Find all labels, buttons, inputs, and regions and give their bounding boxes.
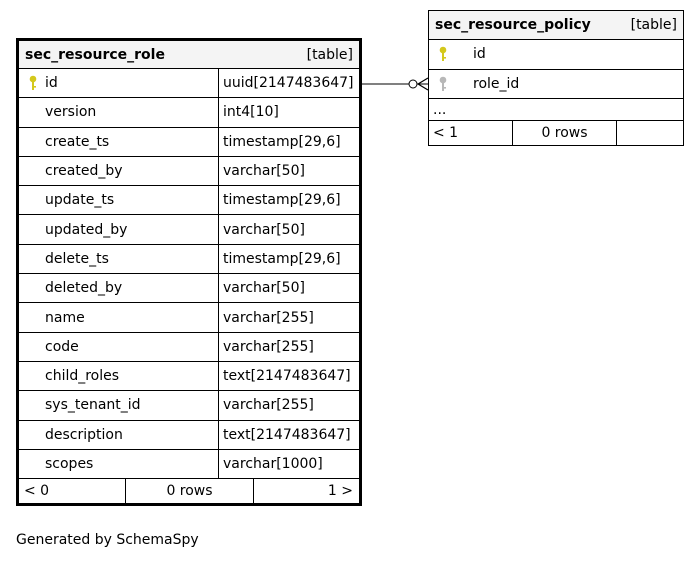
row-count: 0 rows [126,479,254,503]
children-count: 1 > [327,483,353,500]
column-name-text: updated_by [45,221,128,238]
column-name-text: id [473,46,486,63]
column-name-text: name [45,309,85,326]
parents-count: < 1 [429,121,513,145]
row-count: 0 rows [513,121,617,145]
column-name-text: role_id [473,75,520,92]
table-kind: [table] [306,46,353,63]
column-type: uuid[2147483647] [223,75,354,92]
column-name-text: create_ts [45,133,110,150]
column-name-text: description [45,426,123,443]
generated-by-label: Generated by SchemaSpy [16,532,199,548]
column-name-text: scopes [45,456,94,472]
column-name-text: id [45,75,58,92]
column-type: timestamp[29,6] [223,192,341,209]
column-type: text[2147483647] [223,426,351,443]
column-type: varchar[255] [223,309,314,326]
column-type: varchar[50] [223,280,305,297]
column-name-text: sys_tenant_id [45,397,141,414]
column-name-text: created_by [45,163,123,180]
zero-cardinality-circle [409,80,417,88]
parents-count: < 0 [19,479,126,503]
column-name-text: delete_ts [45,250,109,267]
column-type: varchar[50] [223,221,305,238]
column-name-text: child_roles [45,368,120,385]
table-kind: [table] [630,17,677,33]
column-type: varchar[255] [223,338,314,355]
column-name-text: version [45,104,97,121]
column-type: varchar[50] [223,163,305,180]
table-name[interactable]: sec_resource_role [25,46,165,63]
column-type: text[2147483647] [223,368,351,385]
column-type: timestamp[29,6] [223,250,341,267]
crowfoot-lower [418,84,428,90]
column-name-text: code [45,338,79,355]
column-type: timestamp[29,6] [223,133,341,150]
table-name[interactable]: sec_resource_policy [435,17,591,33]
column-name-text: update_ts [45,192,115,209]
more-columns-ellipsis: ... [429,99,683,121]
column-name-text: deleted_by [45,280,123,297]
column-type: int4[10] [223,104,279,121]
crowfoot-upper [418,78,428,84]
column-type: varchar[1000] [223,456,323,472]
column-type: varchar[255] [223,397,314,414]
